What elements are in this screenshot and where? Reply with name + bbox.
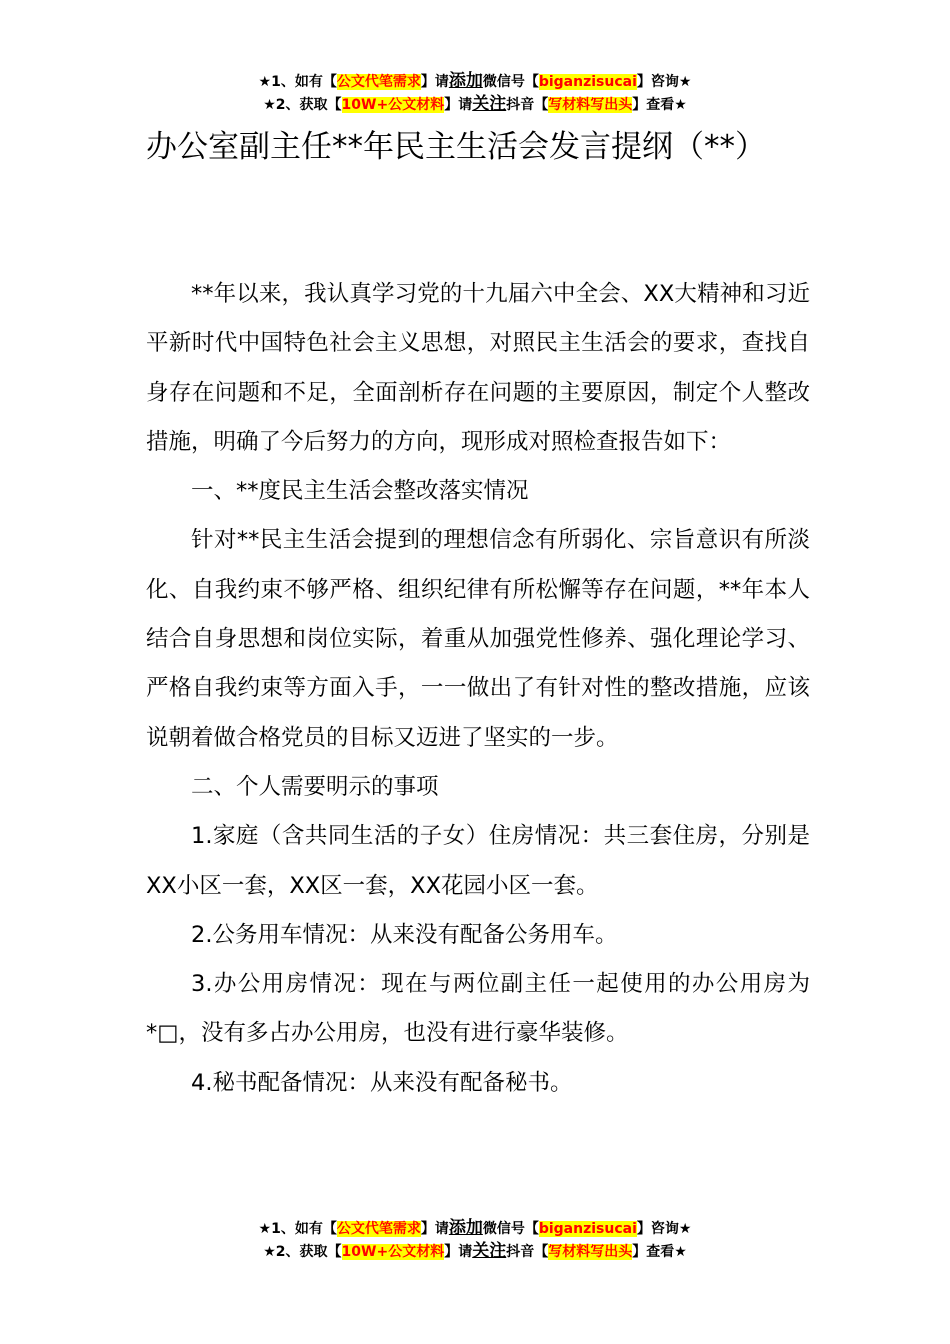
promo-underlined: 关注 [472,1241,507,1261]
promo-text: 1、如有【 [271,1221,337,1237]
promo-text: 】请 [444,97,473,113]
promo-highlight: 10W+公文材料 [341,97,445,113]
promo-text: 抖音【 [506,1244,549,1260]
promo-text: 微信号【 [482,1221,539,1237]
list-item: 3.办公用房情况：现在与两位副主任一起使用的办公用房为*□，没有多占办公用房，也没有进行豪华装修。 [146,971,810,1047]
promo-text: 2、获取【 [275,97,342,113]
promo-text: 2、获取【 [275,1244,342,1260]
star-icon: ★ [674,1244,687,1260]
promo-text: 】查看 [632,97,675,113]
document-body [146,270,810,1108]
promo-underlined: 添加 [448,71,483,91]
star-icon: ★ [678,1221,692,1237]
paragraph: 针对**民主生活会提到的理想信念有所弱化、宗旨意识有所淡化、自我约束不够严格、组织纪律有所松懈等存在问题，**年本人结合自身思想和岗位实际，着重从加强党性修养、强化理论学习、严格自我约束等方面入手，一一做出了有针对性的整改措施，应该说朝着做合格党员的目标又迈进了坚实的一步。 [146,527,810,751]
promo-text: 1、如有【 [271,74,337,90]
promo-text: 】咨询 [636,1221,679,1237]
promo-highlight: 写材料写出头 [548,97,633,113]
promo-line-1 [0,1217,950,1240]
star-icon: ★ [674,97,687,113]
section-heading: 二、个人需要明示的事项 [191,773,439,800]
promo-text: 】请 [420,74,449,90]
promo-highlight: 10W+公文材料 [341,1244,445,1260]
promo-text: 】咨询 [636,74,679,90]
promo-text: 抖音【 [506,97,549,113]
promo-highlight: 写材料写出头 [548,1244,633,1260]
promo-highlight: biganzisucai [538,1221,637,1237]
promo-underlined: 关注 [472,94,507,114]
paragraph: **年以来，我认真学习党的十九届六中全会、XX大精神和习近平新时代中国特色社会主义思想，对照民主生活会的要求，查找自身存在问题和不足，全面剖析存在问题的主要原因，制定个人整改措施，明确了今后努力的方向，现形成对照检查报告如下： [146,281,810,455]
list-item: 4.秘书配备情况：从来没有配备秘书。 [191,1069,573,1096]
star-icon: ★ [263,1244,276,1260]
document-title: 办公室副主任**年民主生活会发言提纲（**） [146,129,766,165]
star-icon: ★ [258,1221,272,1237]
list-item: 2.公务用车情况：从来没有配备公务用车。 [191,921,618,948]
promo-highlight: 公文代笔需求 [336,74,421,90]
star-icon: ★ [263,97,276,113]
promo-underlined: 添加 [448,1218,483,1238]
section-heading: 一、**度民主生活会整改落实情况 [191,478,529,505]
promo-line-2 [0,93,950,116]
promo-text: 】请 [444,1244,473,1260]
promo-line-2 [0,1240,950,1263]
list-item: 1.家庭（含共同生活的子女）住房情况：共三套住房，分别是XX小区一套，XX区一套，XX花园小区一套。 [146,823,810,899]
promo-text: 微信号【 [482,74,539,90]
promo-text: 】查看 [632,1244,675,1260]
promo-text: 】请 [420,1221,449,1237]
header-promo-banner [0,70,950,116]
star-icon: ★ [258,74,272,90]
star-icon: ★ [678,74,692,90]
promo-highlight: biganzisucai [538,74,637,90]
promo-line-1 [0,70,950,93]
promo-highlight: 公文代笔需求 [336,1221,421,1237]
footer-promo-banner [0,1217,950,1263]
